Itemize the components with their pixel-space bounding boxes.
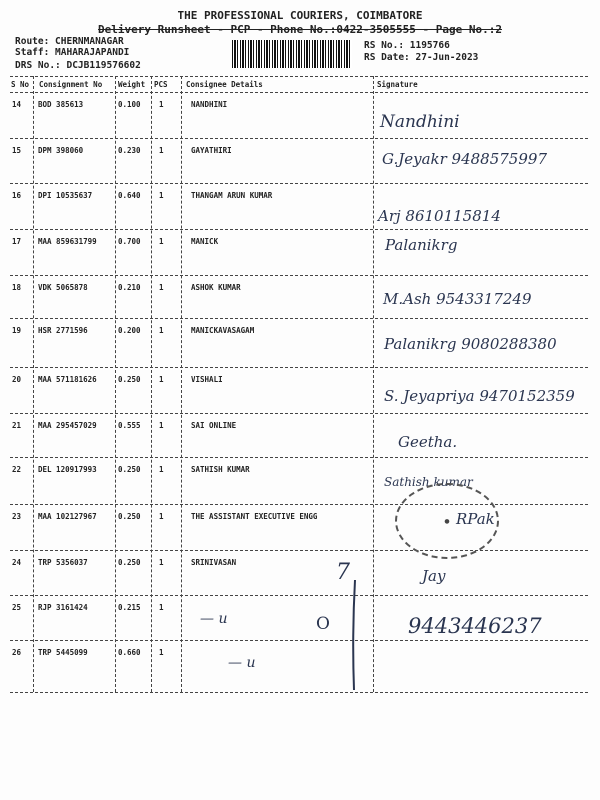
row-weight: 0.700 — [118, 237, 141, 246]
row-sno: 24 — [12, 558, 22, 567]
row-signature: RPak — [456, 510, 495, 528]
row-weight: 0.555 — [118, 421, 141, 430]
row-separator — [10, 504, 588, 505]
column-divider — [181, 76, 182, 692]
row-pcs: 1 — [159, 191, 164, 200]
row-separator — [10, 457, 588, 458]
runsheet-subtitle: Delivery Runsheet - PCP - Phone No.:0422-3505555 - Page No.:2 — [98, 23, 502, 36]
row-weight: 0.215 — [118, 603, 141, 612]
row-sno: 17 — [12, 237, 22, 246]
row-sno: 26 — [12, 648, 22, 657]
row-signature: Geetha. — [398, 433, 458, 451]
row-pcs: 1 — [159, 283, 164, 292]
row-sno: 16 — [12, 191, 22, 200]
row-signature: 9443446237 — [408, 614, 542, 638]
row-separator — [10, 229, 588, 230]
row-consignee: SRINIVASAN — [191, 558, 237, 567]
row-consignment-no: MAA 859631799 — [38, 237, 97, 246]
row-separator — [10, 550, 588, 551]
row-separator — [10, 367, 588, 368]
row-signature: S. Jeyapriya 9470152359 — [384, 387, 575, 405]
row-consignee: MANICK — [191, 237, 219, 246]
row-separator — [10, 413, 588, 414]
row-signature: Sathish kumar — [384, 475, 473, 489]
col-header-consignment: Consignment No — [39, 80, 103, 89]
row-consignee: SAI ONLINE — [191, 421, 237, 430]
row-separator — [10, 595, 588, 596]
row-consignment-no: MAA 571181626 — [38, 375, 97, 384]
row-weight: 0.250 — [118, 558, 141, 567]
row-weight: 0.210 — [118, 283, 141, 292]
row-pcs: 1 — [159, 558, 164, 567]
row-signature: Nandhini — [380, 112, 460, 132]
route-label: Route: CHERNMANAGAR — [15, 36, 124, 47]
row-consignee: ASHOK KUMAR — [191, 283, 241, 292]
row-consignee: GAYATHIRI — [191, 146, 232, 155]
barcode — [232, 40, 352, 68]
row-separator — [10, 318, 588, 319]
company-seal-stamp: ● — [395, 483, 499, 559]
row-consignee: THANGAM ARUN KUMAR — [191, 191, 273, 200]
col-header-consignee: Consignee Details — [186, 80, 263, 89]
row-weight: 0.200 — [118, 326, 141, 335]
pen-stroke — [340, 575, 370, 695]
row-sno: 18 — [12, 283, 22, 292]
row-weight: 0.230 — [118, 146, 141, 155]
table-bottom-rule — [10, 692, 588, 693]
row-consignee: SATHISH KUMAR — [191, 465, 250, 474]
row-consignment-no: DPM 398060 — [38, 146, 84, 155]
row-signature: G.Jeyakr 9488575997 — [382, 150, 547, 168]
pen-mark: O — [316, 614, 330, 634]
row-pcs: 1 — [159, 326, 164, 335]
column-divider — [151, 76, 152, 692]
row-sno: 19 — [12, 326, 22, 335]
row-weight: 0.250 — [118, 465, 141, 474]
rs-number: RS No.: 1195766 — [364, 40, 450, 51]
row-sno: 25 — [12, 603, 22, 612]
row-pcs: 1 — [159, 421, 164, 430]
row-signature: Palanikrg 9080288380 — [384, 335, 557, 353]
row-consignment-no: TRP 5356037 — [38, 558, 88, 567]
row-sno: 21 — [12, 421, 22, 430]
row-separator — [10, 183, 588, 184]
row-consignment-no: VDK 5065878 — [38, 283, 88, 292]
row-sno: 14 — [12, 100, 22, 109]
col-header-pcs: PCS — [154, 80, 168, 89]
table-top-rule — [10, 76, 588, 77]
row-sno: 23 — [12, 512, 22, 521]
pen-mark: 7 — [336, 560, 350, 585]
row-signature: Arj 8610115814 — [378, 207, 501, 225]
row-pcs: 1 — [159, 375, 164, 384]
row-consignment-no: DEL 120917993 — [38, 465, 97, 474]
row-pcs: 1 — [159, 648, 164, 657]
row-signature: M.Ash 9543317249 — [383, 290, 532, 308]
row-signature: Jay — [422, 567, 446, 585]
col-header-weight: Weight — [118, 80, 146, 89]
rs-date: RS Date: 27-Jun-2023 — [364, 52, 479, 63]
col-header-sno: S No — [11, 80, 30, 89]
drs-number: DRS No.: DCJB119576602 — [15, 60, 141, 71]
row-consignee: THE ASSISTANT EXECUTIVE ENGG — [191, 512, 318, 521]
row-pcs: 1 — [159, 603, 164, 612]
row-pcs: 1 — [159, 237, 164, 246]
row-separator — [10, 138, 588, 139]
row-weight: 0.660 — [118, 648, 141, 657]
row-signature: Palanikrg — [385, 236, 458, 254]
row-weight: 0.100 — [118, 100, 141, 109]
header-bottom-rule — [10, 92, 588, 93]
pen-mark: — u — [228, 655, 256, 671]
row-sno: 22 — [12, 465, 22, 474]
row-pcs: 1 — [159, 512, 164, 521]
row-consignee: VISHALI — [191, 375, 223, 384]
pen-mark: — u — [200, 611, 228, 627]
staff-label: Staff: MAHARAJAPANDI — [15, 47, 130, 58]
row-pcs: 1 — [159, 100, 164, 109]
row-consignment-no: MAA 102127967 — [38, 512, 97, 521]
row-separator — [10, 275, 588, 276]
row-consignment-no: HSR 2771596 — [38, 326, 88, 335]
row-consignment-no: RJP 3161424 — [38, 603, 88, 612]
row-pcs: 1 — [159, 146, 164, 155]
row-consignment-no: TRP 5445099 — [38, 648, 88, 657]
row-sno: 15 — [12, 146, 22, 155]
row-separator — [10, 640, 588, 641]
row-consignment-no: BOD 385613 — [38, 100, 84, 109]
row-consignee: NANDHINI — [191, 100, 228, 109]
company-title: THE PROFESSIONAL COURIERS, COIMBATORE — [177, 9, 423, 22]
column-divider — [115, 76, 116, 692]
row-consignee: MANICKAVASAGAM — [191, 326, 255, 335]
row-weight: 0.640 — [118, 191, 141, 200]
row-weight: 0.250 — [118, 375, 141, 384]
row-consignment-no: MAA 295457029 — [38, 421, 97, 430]
column-divider — [373, 76, 374, 692]
col-header-signature: Signature — [377, 80, 418, 89]
row-sno: 20 — [12, 375, 22, 384]
row-consignment-no: DPI 10535637 — [38, 191, 93, 200]
row-pcs: 1 — [159, 465, 164, 474]
column-divider — [33, 76, 34, 692]
row-weight: 0.250 — [118, 512, 141, 521]
